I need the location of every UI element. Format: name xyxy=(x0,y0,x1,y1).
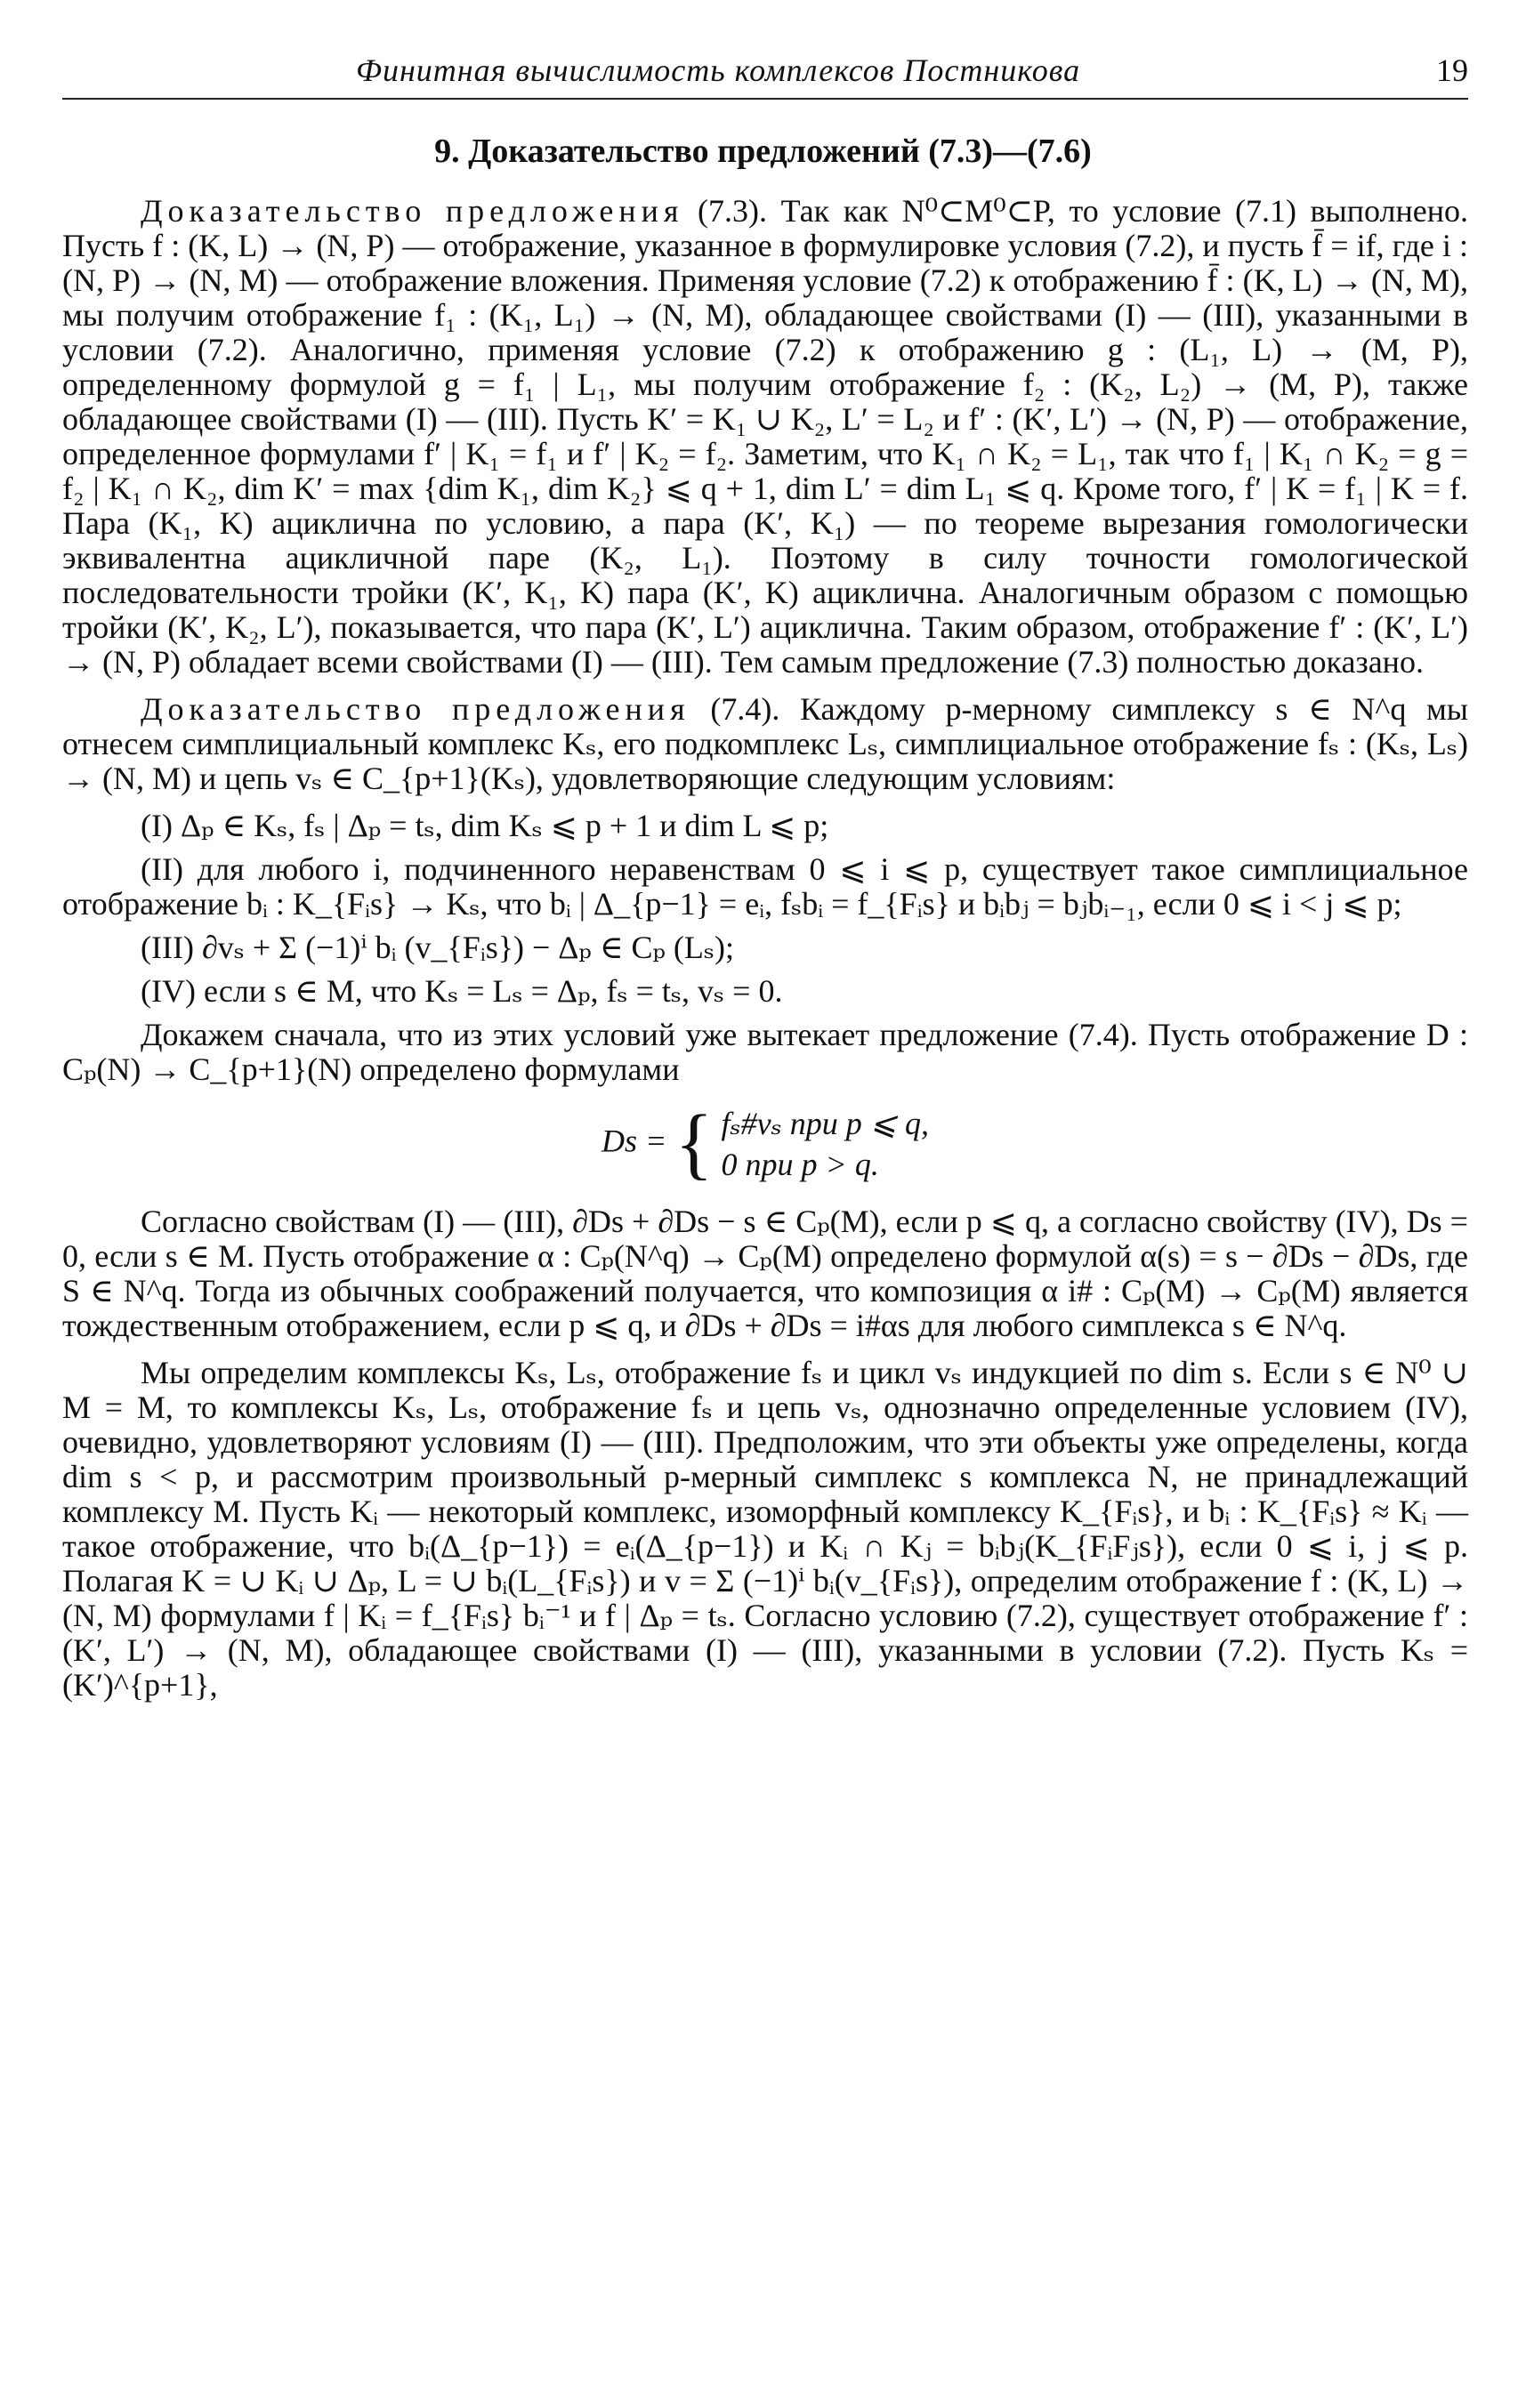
formula-case-1: fₛ#vₛ при p ⩽ q, xyxy=(721,1106,929,1141)
section-title: 9. Доказательство предложений (7.3)—(7.6) xyxy=(434,133,1092,170)
formula-lhs: Ds = xyxy=(602,1123,667,1159)
paragraph-after-conditions: Докажем сначала, что из этих условий уже вытекает предложение (7.4). Пусть отображение D : Cₚ(N) → C_{p+1}(N) определено формулами xyxy=(62,1017,1468,1087)
running-header xyxy=(62,52,1468,100)
proof-lead: Доказательство предложения xyxy=(141,193,684,229)
page-number: 19 xyxy=(1436,52,1468,88)
formula-cases xyxy=(722,1103,929,1185)
condition-iv: (IV) если s ∈ M, что Kₛ = Lₛ = Δₚ, fₛ = tₛ, vₛ = 0. xyxy=(141,973,783,1009)
condition-ii: (II) для любого i, подчиненного неравенствам 0 ⩽ i ⩽ p, существует такое симплициальное отображение bᵢ : K_{Fᵢs} → Kₛ, что bᵢ | Δ_{p−1} = eᵢ, fₛbᵢ = f_{Fᵢs} и bᵢbⱼ = bⱼbᵢ₋₁, если 0 ⩽ i < j ⩽ p; xyxy=(62,851,1468,922)
running-title: Финитная вычислимость комплексов Постникова xyxy=(356,52,1081,88)
paragraph-text: (7.3). Так как N⁰⊂M⁰⊂P, то условие (7.1) выполнено. Пусть f : (K, L) → (N, P) — отображение, указанное в формулировке условия (7.2), и пусть f̄ = if, где i : (N, P) → (N, M) — отображение вложения. Применяя условие (7.2) к отображению f̄ : (K, L) → (N, M), мы получим отображение f₁ : (K₁, L₁) → (N, M), обладающее свойствами (I) — (III), указанными в условии (7.2). Аналогично, применяя условие (7.2) к отображению g : (L₁, L) → (M, P), определенному формулой g = f₁ | L₁, мы получим отображение f₂ : (K₂, L₂) → (M, P), также обладающее свойствами (I) — (III). Пусть K′ = K₁ ∪ K₂, L′ = L₂ и f′ : (K′, L′) → (N, P) — отображение, определенное формулами f′ | K₁ = f₁ и f′ | K₂ = f₂. Заметим, что K₁ ∩ K₂ = L₁, так что f₁ | K₁ ∩ K₂ = g = f₂ | K₁ ∩ K₂, dim K′ = max {dim K₁, dim K₂} ⩽ q + 1, dim L′ = dim L₁ ⩽ q. Кроме того, f′ | K = f₁ | K = f. Пара (K₁, K) ациклична по условию, а пара (K′, K₁) — по теореме вырезания гомологически эквивалентна ацикличной паре (K₂, L₁). Поэтому в силу точности гомологической последовательности тройки (K′, K₁, K) пара (K′, K) ациклична. Аналогичным образом с помощью тройки (K′, K₂, L′), показывается, что пара (K′, L′) ациклична. Таким образом, отображение f′ : (K′, L′) → (N, P) обладает всеми свойствами (I) — (III). Тем самым предложение (7.3) полностью доказано. xyxy=(62,193,1468,680)
paragraph-proof-7-3 xyxy=(62,194,1468,680)
body-text xyxy=(62,194,1468,1715)
formula-ds xyxy=(62,1099,1468,1188)
paragraph-induction: Мы определим комплексы Kₛ, Lₛ, отображение fₛ и цикл vₛ индукцией по dim s. Если s ∈ N⁰ ∪ M = M, то комплексы Kₛ, Lₛ, отображение fₛ и цепь vₛ, однозначно определенные условием (IV), очевидно, удовлетворяют условиям (I) — (III). Предположим, что эти объекты уже определены, когда dim s < p, и рассмотрим произвольный p-мерный симплекс s комплекса N, не принадлежащий комплексу M. Пусть Kᵢ — некоторый комплекс, изоморфный комплексу K_{Fᵢs}, и bᵢ : K_{Fᵢs} ≈ Kᵢ — такое отображение, что bᵢ(Δ_{p−1}) = eᵢ(Δ_{p−1}) и Kᵢ ∩ Kⱼ = bᵢbⱼ(K_{FᵢFⱼs}), если 0 ⩽ i, j ⩽ p. Полагая K = ∪ Kᵢ ∪ Δₚ, L = ∪ bᵢ(L_{Fᵢs}) и v = Σ (−1)ⁱ bᵢ(v_{Fᵢs}), определим отображение f : (K, L) → (N, M) формулами f | Kᵢ = f_{Fᵢs} bᵢ⁻¹ и f | Δₚ = tₛ. Согласно условию (7.2), существует отображение f′ : (K′, L′) → (N, M), обладающее свойствами (I) — (III), указанными в условии (7.2). Пусть Kₛ = (K′)^{p+1}, xyxy=(62,1355,1469,1703)
paragraph-proof-7-4 xyxy=(62,692,1468,796)
proof-lead: Доказательство предложения xyxy=(141,691,690,727)
formula-brace: { xyxy=(674,1099,714,1188)
formula-case-2: 0 при p > q. xyxy=(721,1147,879,1182)
paragraph-text: (7.4). Каждому p-мерному симплексу s ∈ N^q мы отнесем симплициальный комплекс Kₛ, его подкомплекс Lₛ, симплициальное отображение fₛ : (Kₛ, Lₛ) → (N, M) и цепь vₛ ∈ C_{p+1}(Kₛ), удовлетворяющие следующим условиям: xyxy=(62,691,1468,796)
paragraph-consequence: Согласно свойствам (I) — (III), ∂Ds + ∂Ds − s ∈ Cₚ(M), если p ⩽ q, а согласно свойству (IV), Ds = 0, если s ∈ M. Пусть отображение α : Cₚ(N^q) → Cₚ(M) определено формулой α(s) = s − ∂Ds − ∂Ds, где S ∈ N^q. Тогда из обычных соображений получается, что композиция α i# : Cₚ(M) → Cₚ(M) является тождественным отображением, если p ⩽ q, и ∂Ds + ∂Ds = i#αs для любого симплекса s ∈ N^q. xyxy=(62,1204,1468,1343)
condition-i: (I) Δₚ ∈ Kₛ, fₛ | Δₚ = tₛ, dim Kₛ ⩽ p + 1 и dim L ⩽ p; xyxy=(141,808,829,843)
condition-iii: (III) ∂vₛ + Σ (−1)ⁱ bᵢ (v_{Fᵢs}) − Δₚ ∈ Cₚ (Lₛ); xyxy=(141,930,734,965)
